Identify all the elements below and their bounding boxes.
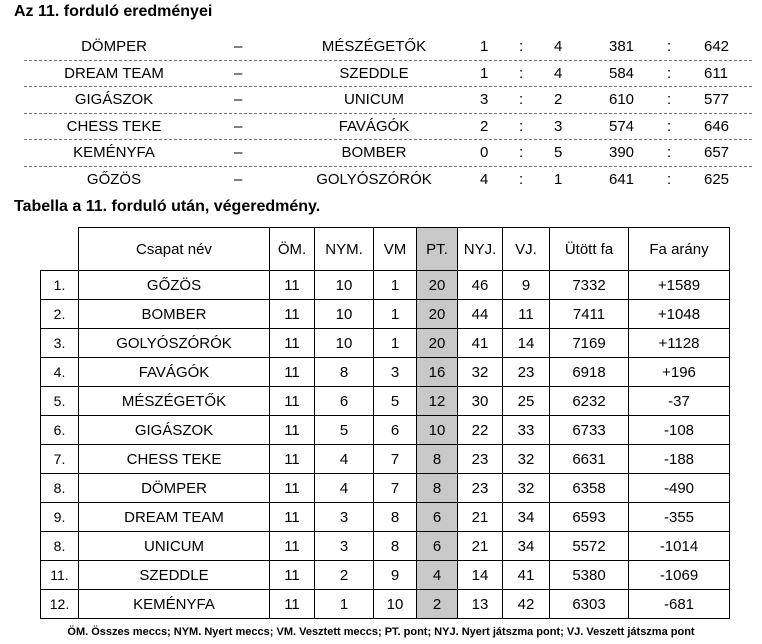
nyj-cell: 32 bbox=[458, 358, 503, 387]
nyj-cell: 14 bbox=[458, 561, 503, 590]
nyj-cell: 46 bbox=[458, 271, 503, 300]
result-row bbox=[24, 114, 752, 141]
away-pins: 657 bbox=[704, 144, 730, 161]
vm-cell: 8 bbox=[374, 503, 417, 532]
dash: – bbox=[234, 144, 243, 161]
arany-cell: -681 bbox=[629, 590, 730, 619]
om-cell: 11 bbox=[270, 445, 315, 474]
vm-cell: 9 bbox=[374, 561, 417, 590]
pt-cell: 12 bbox=[417, 387, 458, 416]
pt-cell: 10 bbox=[417, 416, 458, 445]
table-row bbox=[41, 358, 730, 387]
table-row bbox=[41, 300, 730, 329]
vm-cell: 6 bbox=[374, 416, 417, 445]
nyj-cell: 22 bbox=[458, 416, 503, 445]
nym-cell: 10 bbox=[315, 300, 374, 329]
arany-cell: +1048 bbox=[629, 300, 730, 329]
home-pins: 641 bbox=[609, 170, 635, 188]
home-score: 3 bbox=[480, 91, 489, 108]
rank-header bbox=[41, 228, 79, 271]
team-cell: GIGÁSZOK bbox=[79, 416, 270, 445]
home-score: 0 bbox=[480, 144, 489, 161]
home-pins: 584 bbox=[609, 64, 635, 82]
table-row bbox=[41, 503, 730, 532]
score-separator: : bbox=[519, 64, 524, 82]
results-list bbox=[24, 34, 752, 192]
dash: – bbox=[234, 170, 243, 188]
pins-separator: : bbox=[667, 91, 672, 108]
rank-cell: 11. bbox=[41, 561, 79, 590]
vm-cell: 1 bbox=[374, 329, 417, 358]
vj-cell: 32 bbox=[503, 445, 550, 474]
results-title: Az 11. forduló eredményei bbox=[14, 3, 213, 20]
pt-cell: 16 bbox=[417, 358, 458, 387]
utott-cell: 6303 bbox=[550, 590, 629, 619]
nym-cell: 10 bbox=[315, 271, 374, 300]
dash: – bbox=[234, 64, 243, 82]
arany-cell: -1069 bbox=[629, 561, 730, 590]
team-cell: SZEDDLE bbox=[79, 561, 270, 590]
vj-cell: 41 bbox=[503, 561, 550, 590]
utott-cell: 7169 bbox=[550, 329, 629, 358]
result-row bbox=[24, 87, 752, 114]
nyj-cell: 23 bbox=[458, 474, 503, 503]
rank-cell: 6. bbox=[41, 416, 79, 445]
home-score: 1 bbox=[480, 64, 489, 82]
table-row bbox=[41, 387, 730, 416]
om-cell: 11 bbox=[270, 474, 315, 503]
pt-cell: 6 bbox=[417, 503, 458, 532]
nym-cell: 3 bbox=[315, 503, 374, 532]
home-pins: 610 bbox=[609, 91, 635, 108]
nyj-cell: 21 bbox=[458, 532, 503, 561]
om-cell: 11 bbox=[270, 300, 315, 329]
score-separator: : bbox=[519, 38, 524, 55]
vj-cell: 32 bbox=[503, 474, 550, 503]
away-team: MÉSZÉGETŐK bbox=[321, 38, 427, 55]
score-separator: : bbox=[519, 144, 524, 161]
away-pins: 611 bbox=[704, 64, 728, 82]
result-row bbox=[24, 61, 752, 88]
table-row bbox=[41, 329, 730, 358]
home-pins: 574 bbox=[609, 117, 635, 135]
dash: – bbox=[234, 91, 243, 108]
dash: – bbox=[234, 38, 243, 55]
away-pins: 646 bbox=[704, 117, 730, 135]
vm-cell: 1 bbox=[374, 271, 417, 300]
nyj-cell: 30 bbox=[458, 387, 503, 416]
result-row bbox=[24, 34, 752, 61]
pt-cell: 2 bbox=[417, 590, 458, 619]
pt-cell: 6 bbox=[417, 532, 458, 561]
vj-cell: 42 bbox=[503, 590, 550, 619]
pt-cell: 20 bbox=[417, 329, 458, 358]
vm-cell: 8 bbox=[374, 532, 417, 561]
arany-cell: -355 bbox=[629, 503, 730, 532]
arany-cell: -37 bbox=[629, 387, 730, 416]
away-team: UNICUM bbox=[344, 91, 404, 108]
pt-cell: 8 bbox=[417, 445, 458, 474]
rank-cell: 4. bbox=[41, 358, 79, 387]
home-score: 2 bbox=[480, 117, 489, 135]
away-pins: 625 bbox=[704, 170, 730, 188]
home-pins: 381 bbox=[609, 38, 635, 55]
nym-cell: 5 bbox=[315, 416, 374, 445]
home-team: GIGÁSZOK bbox=[74, 91, 154, 108]
arany-header: Fa arány bbox=[629, 228, 730, 271]
utott-cell: 6918 bbox=[550, 358, 629, 387]
rank-cell: 1. bbox=[41, 271, 79, 300]
om-cell: 11 bbox=[270, 416, 315, 445]
vj-cell: 33 bbox=[503, 416, 550, 445]
score-separator: : bbox=[519, 170, 524, 188]
nym-header: NYM. bbox=[315, 228, 374, 271]
team-cell: GOLYÓSZÓRÓK bbox=[79, 329, 270, 358]
utott-cell: 6733 bbox=[550, 416, 629, 445]
score-separator: : bbox=[519, 117, 524, 135]
table-row bbox=[41, 590, 730, 619]
pt-header: PT. bbox=[417, 228, 458, 271]
nym-cell: 6 bbox=[315, 387, 374, 416]
rank-cell: 12. bbox=[41, 590, 79, 619]
pins-separator: : bbox=[667, 38, 672, 55]
arany-cell: +1589 bbox=[629, 271, 730, 300]
om-cell: 11 bbox=[270, 532, 315, 561]
result-row bbox=[24, 167, 752, 193]
table-row bbox=[41, 532, 730, 561]
table-row bbox=[41, 416, 730, 445]
utott-cell: 6232 bbox=[550, 387, 629, 416]
om-cell: 11 bbox=[270, 590, 315, 619]
utott-header: Ütött fa bbox=[550, 228, 629, 271]
table-row bbox=[41, 271, 730, 300]
om-cell: 11 bbox=[270, 503, 315, 532]
vj-cell: 23 bbox=[503, 358, 550, 387]
away-score: 2 bbox=[554, 91, 563, 108]
vm-cell: 7 bbox=[374, 445, 417, 474]
om-header: ÖM. bbox=[270, 228, 315, 271]
nym-cell: 2 bbox=[315, 561, 374, 590]
utott-cell: 5572 bbox=[550, 532, 629, 561]
nyj-cell: 13 bbox=[458, 590, 503, 619]
away-team: FAVÁGÓK bbox=[338, 117, 410, 135]
standings-table bbox=[40, 227, 730, 619]
away-score: 5 bbox=[554, 144, 563, 161]
away-score: 3 bbox=[554, 117, 563, 135]
vm-header: VM bbox=[374, 228, 417, 271]
team-cell: KEMÉNYFA bbox=[79, 590, 270, 619]
away-team: SZEDDLE bbox=[339, 64, 409, 82]
pt-cell: 8 bbox=[417, 474, 458, 503]
home-team: DÖMPER bbox=[81, 38, 147, 55]
away-score: 4 bbox=[554, 38, 563, 55]
arany-cell: -490 bbox=[629, 474, 730, 503]
nyj-header: NYJ. bbox=[458, 228, 503, 271]
vm-cell: 10 bbox=[374, 590, 417, 619]
nym-cell: 10 bbox=[315, 329, 374, 358]
om-cell: 11 bbox=[270, 358, 315, 387]
utott-cell: 7332 bbox=[550, 271, 629, 300]
footnote: ÖM. Összes meccs; NYM. Nyert meccs; VM. Vesztett meccs; PT. pont; NYJ. Nyert játszma pont; VJ. Veszett játszma pont bbox=[67, 626, 695, 638]
team-cell: FAVÁGÓK bbox=[79, 358, 270, 387]
utott-cell: 6593 bbox=[550, 503, 629, 532]
vm-cell: 7 bbox=[374, 474, 417, 503]
om-cell: 11 bbox=[270, 271, 315, 300]
rank-cell: 3. bbox=[41, 329, 79, 358]
nyj-cell: 44 bbox=[458, 300, 503, 329]
header-row bbox=[41, 228, 730, 271]
vj-cell: 25 bbox=[503, 387, 550, 416]
table-row bbox=[41, 561, 730, 590]
away-score: 1 bbox=[554, 170, 563, 188]
rank-cell: 7. bbox=[41, 445, 79, 474]
vj-cell: 14 bbox=[503, 329, 550, 358]
home-team: KEMÉNYFA bbox=[73, 144, 155, 161]
away-pins: 642 bbox=[704, 38, 730, 55]
table-row bbox=[41, 445, 730, 474]
nym-cell: 3 bbox=[315, 532, 374, 561]
rank-cell: 5. bbox=[41, 387, 79, 416]
result-row bbox=[24, 140, 752, 167]
standings-title: Tabella a 11. forduló után, végeredmény. bbox=[14, 198, 321, 215]
rank-cell: 2. bbox=[41, 300, 79, 329]
team-header: Csapat név bbox=[79, 228, 270, 271]
vj-cell: 34 bbox=[503, 503, 550, 532]
vj-cell: 34 bbox=[503, 532, 550, 561]
nyj-cell: 23 bbox=[458, 445, 503, 474]
score-separator: : bbox=[519, 91, 524, 108]
vj-header: VJ. bbox=[503, 228, 550, 271]
vm-cell: 1 bbox=[374, 300, 417, 329]
team-cell: DÖMPER bbox=[79, 474, 270, 503]
rank-cell: 8. bbox=[41, 474, 79, 503]
arany-cell: +196 bbox=[629, 358, 730, 387]
team-cell: UNICUM bbox=[79, 532, 270, 561]
arany-cell: -188 bbox=[629, 445, 730, 474]
pins-separator: : bbox=[667, 64, 672, 82]
vm-cell: 3 bbox=[374, 358, 417, 387]
utott-cell: 6631 bbox=[550, 445, 629, 474]
vj-cell: 11 bbox=[503, 300, 550, 329]
om-cell: 11 bbox=[270, 387, 315, 416]
rank-cell: 9. bbox=[41, 503, 79, 532]
nym-cell: 4 bbox=[315, 445, 374, 474]
nyj-cell: 41 bbox=[458, 329, 503, 358]
home-team: GŐZÖS bbox=[86, 170, 142, 188]
utott-cell: 6358 bbox=[550, 474, 629, 503]
pins-separator: : bbox=[667, 170, 672, 188]
away-team: BOMBER bbox=[341, 144, 407, 161]
home-pins: 390 bbox=[609, 144, 635, 161]
home-score: 1 bbox=[480, 38, 489, 55]
arany-cell: -1014 bbox=[629, 532, 730, 561]
nym-cell: 8 bbox=[315, 358, 374, 387]
vm-cell: 5 bbox=[374, 387, 417, 416]
om-cell: 11 bbox=[270, 561, 315, 590]
team-cell: GŐZÖS bbox=[79, 271, 270, 300]
nyj-cell: 21 bbox=[458, 503, 503, 532]
table-row bbox=[41, 474, 730, 503]
utott-cell: 7411 bbox=[550, 300, 629, 329]
team-cell: BOMBER bbox=[79, 300, 270, 329]
rank-cell: 8. bbox=[41, 532, 79, 561]
utott-cell: 5380 bbox=[550, 561, 629, 590]
om-cell: 11 bbox=[270, 329, 315, 358]
team-cell: DREAM TEAM bbox=[79, 503, 270, 532]
away-pins: 577 bbox=[704, 91, 730, 108]
away-team: GOLYÓSZÓRÓK bbox=[316, 170, 432, 188]
nym-cell: 4 bbox=[315, 474, 374, 503]
home-team: DREAM TEAM bbox=[64, 64, 164, 82]
home-score: 4 bbox=[480, 170, 489, 188]
nym-cell: 1 bbox=[315, 590, 374, 619]
pt-cell: 20 bbox=[417, 300, 458, 329]
away-score: 4 bbox=[554, 64, 563, 82]
team-cell: CHESS TEKE bbox=[79, 445, 270, 474]
vj-cell: 9 bbox=[503, 271, 550, 300]
dash: – bbox=[234, 117, 243, 135]
home-team: CHESS TEKE bbox=[66, 117, 162, 135]
team-cell: MÉSZÉGETŐK bbox=[79, 387, 270, 416]
pt-cell: 20 bbox=[417, 271, 458, 300]
pins-separator: : bbox=[667, 144, 672, 161]
arany-cell: +1128 bbox=[629, 329, 730, 358]
pt-cell: 4 bbox=[417, 561, 458, 590]
arany-cell: -108 bbox=[629, 416, 730, 445]
pins-separator: : bbox=[667, 117, 672, 135]
